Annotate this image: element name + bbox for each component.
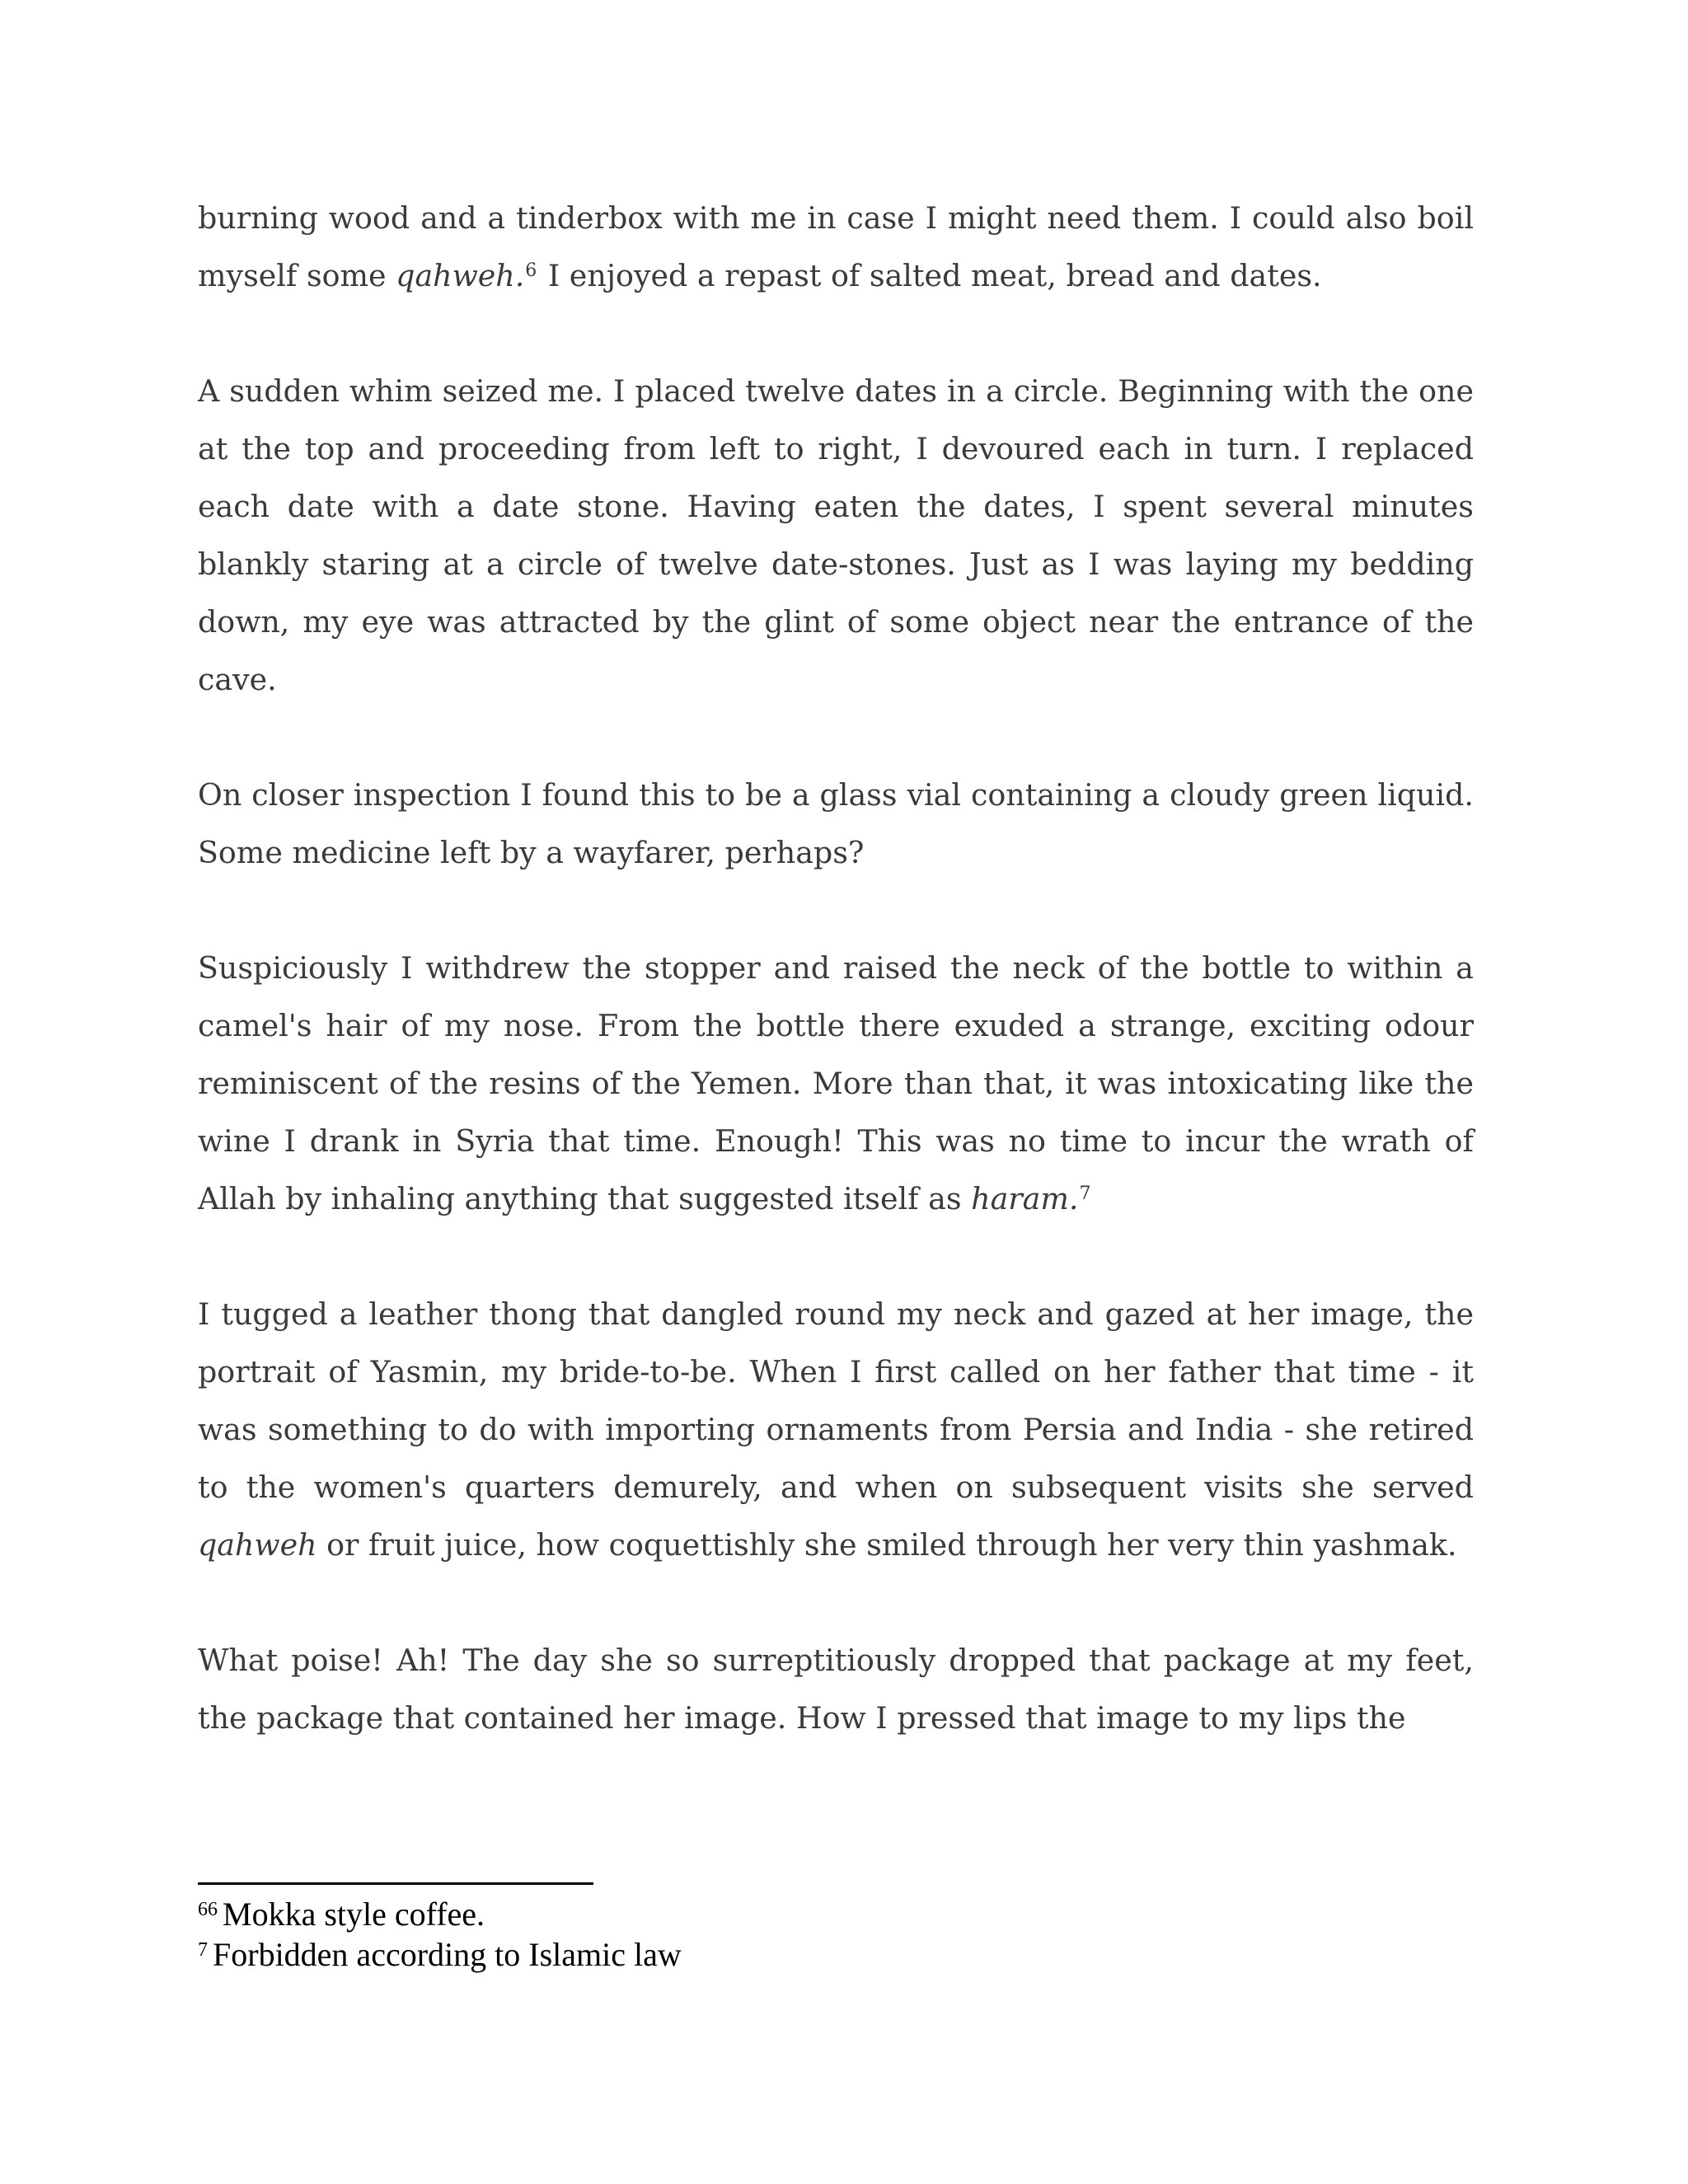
footnote-separator bbox=[198, 1882, 593, 1885]
body-text bbox=[198, 190, 1474, 1747]
italic-term: qahweh. bbox=[396, 258, 525, 293]
paragraph bbox=[198, 1286, 1474, 1574]
footnote-reference[interactable]: 7 bbox=[1079, 1183, 1091, 1204]
footnote-text: Forbidden according to Islamic law bbox=[213, 1936, 682, 1973]
paragraph bbox=[198, 363, 1474, 709]
text-run: On closer inspection I found this to be a glass vial containing a cloudy green liquid. Some medicine left by a wayfarer, perhaps? bbox=[198, 777, 1474, 870]
text-run: What poise! Ah! The day she so surreptitiously dropped that package at my feet, the package that contained her image. How I pressed that image to my lips the bbox=[198, 1643, 1474, 1736]
footnote-mark: 66 bbox=[198, 1899, 218, 1920]
text-run: I tugged a leather thong that dangled round my neck and gazed at her image, the portrait of Yasmin, my bride-to-be. When I first called on her father that time - it was something to do with importing ornaments from Persia and India - she retired to the women's quarters demurely, and when on subsequent visits she served bbox=[198, 1296, 1474, 1505]
text-run: I enjoyed a repast of salted meat, bread and dates. bbox=[538, 258, 1322, 293]
text-run: burning wood and a tinderbox with me in case I might need them. I could also boil myself some bbox=[198, 200, 1474, 293]
footnote bbox=[198, 1934, 1269, 1975]
footnotes bbox=[198, 1894, 1269, 1975]
paragraph bbox=[198, 940, 1474, 1228]
paragraph bbox=[198, 766, 1474, 882]
italic-term: qahweh bbox=[198, 1527, 317, 1563]
italic-term: haram. bbox=[971, 1181, 1079, 1216]
footnote-text: Mokka style coffee. bbox=[223, 1896, 485, 1933]
text-run: A sudden whim seized me. I placed twelve dates in a circle. Beginning with the one at the top and proceeding from left to right, I devoured each in turn. I replaced each date with a date stone. Having eaten the dates, I spent several minutes blankly staring at a circle of twelve date-stones. Just as I was laying my bedding down, my eye was attracted by the glint of some object near the entrance of the cave. bbox=[198, 373, 1474, 697]
footnote-reference[interactable]: 6 bbox=[525, 260, 537, 281]
text-run: Suspiciously I withdrew the stopper and raised the neck of the bottle to within a camel's hair of my nose. From the bottle there exuded a strange, exciting odour reminiscent of the resins of the Yemen. More than that, it was intoxicating like the wine I drank in Syria that time. Enough! This was no time to incur the wrath of Allah by inhaling anything that suggested itself as bbox=[198, 950, 1474, 1216]
footnote bbox=[198, 1894, 1269, 1934]
paragraph bbox=[198, 1632, 1474, 1747]
paragraph bbox=[198, 190, 1474, 305]
text-run: or fruit juice, how coquettishly she smiled through her very thin yashmak. bbox=[316, 1527, 1457, 1563]
footnote-mark: 7 bbox=[198, 1939, 208, 1961]
